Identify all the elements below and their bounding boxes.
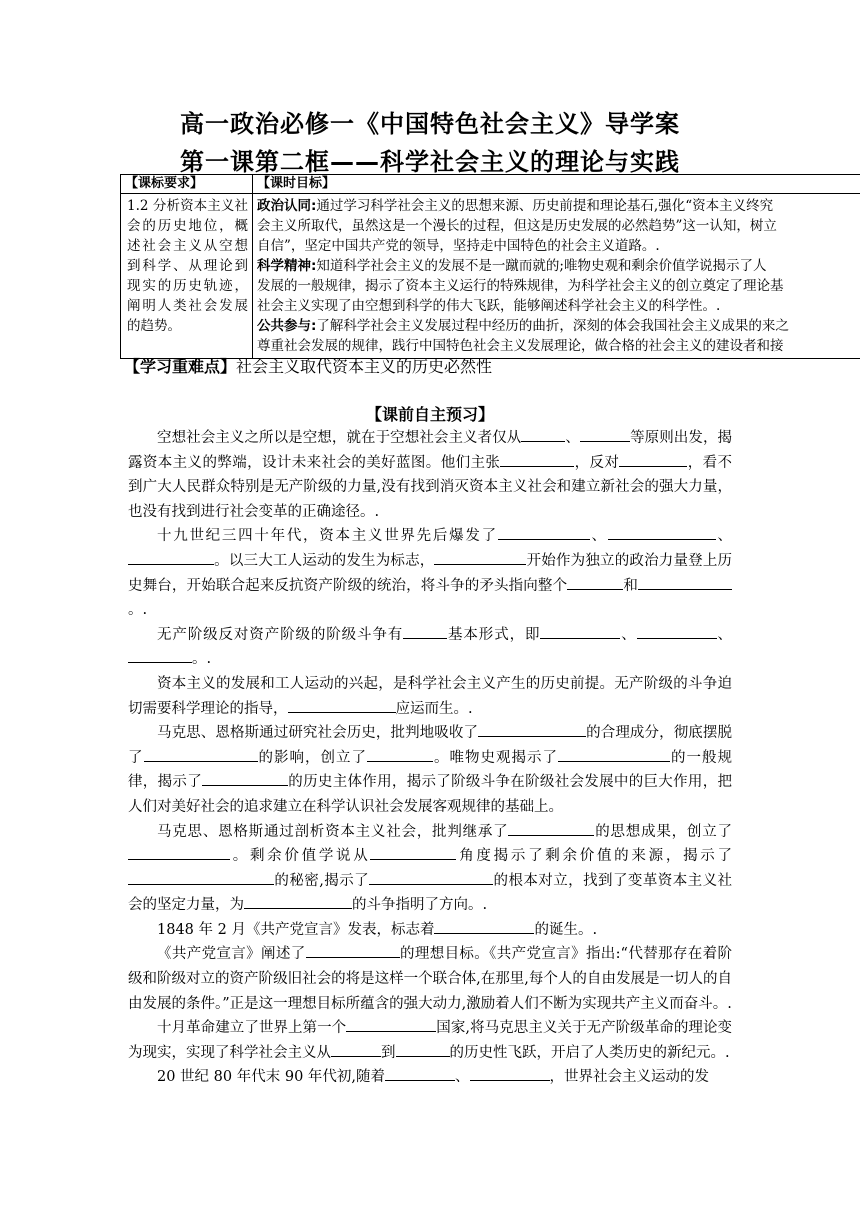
- paragraph-text: 1848 年 2 月《共产党宣言》发表，标志着: [157, 921, 435, 938]
- paragraph-text: 20 世纪 80 年代末 90 年代初,随着: [157, 1069, 386, 1086]
- fill-blank[interactable]: [346, 1017, 436, 1032]
- keypoint-text: 社会主义取代资本主义的历史必然性: [236, 357, 493, 376]
- table-header-standard: 【课标要求】: [121, 175, 253, 194]
- paragraph-text: 国家,将马克思主义关于无产阶级革命的理论变为现实，实现了科学社会主义从: [128, 1020, 733, 1061]
- paragraph-text: 《共产党宣言》阐述了: [157, 946, 306, 963]
- paragraph: [128, 426, 732, 524]
- paragraph-text: ，世界社会主义运动的发: [549, 1069, 710, 1086]
- fill-blank[interactable]: [370, 845, 456, 860]
- paragraph-text: 十月革命建立了世界上第一个: [157, 1020, 347, 1037]
- fill-blank[interactable]: [434, 550, 526, 565]
- fill-blank[interactable]: [385, 1066, 455, 1081]
- paragraph: [128, 672, 732, 721]
- paragraph-text: 马克思、恩格斯通过剖析资本主义社会，批判继承了: [157, 823, 509, 840]
- paragraph-text: 的历史性飞跃，开启了人类历史的新纪元。.: [449, 1044, 730, 1061]
- goal-label: 公共参与:: [257, 318, 317, 334]
- paragraph-text: 空想社会主义之所以是空想，就在于空想社会主义者仅从: [157, 430, 522, 446]
- paragraph-text: 的历史主体作用，揭示了阶级斗争在阶级社会发展中的巨大作用，把人们对美好社会的追求建立在科学认识社会发展客观规律的基础上。: [128, 774, 732, 815]
- goal-line: 会主义所取代，虽然这是一个漫长的过程，但这是历史发展的必然趋势”这一认知，树立: [257, 218, 777, 234]
- fill-blank[interactable]: [558, 747, 670, 762]
- goal-text: 知道科学社会主义的发展不是一蹴而就的;唯物史观和剩余价值学说揭示了人: [316, 258, 767, 274]
- paragraph-text: 、: [715, 528, 733, 545]
- paragraph-text: 到: [381, 1044, 396, 1061]
- paragraph: [128, 623, 732, 672]
- fill-blank[interactable]: [500, 452, 574, 467]
- paragraph: [128, 918, 732, 943]
- keypoint-label: 【学习重难点】: [124, 357, 237, 376]
- paragraph-text: 、: [589, 528, 608, 545]
- fill-blank[interactable]: [396, 1042, 450, 1057]
- fill-blank[interactable]: [619, 452, 687, 467]
- fill-blank[interactable]: [306, 943, 400, 958]
- fill-blank[interactable]: [288, 698, 396, 713]
- paragraph-text: 基本形式，即: [447, 626, 541, 643]
- key-difficult-points: [124, 354, 492, 377]
- fill-blank[interactable]: [567, 575, 623, 590]
- fill-blank[interactable]: [478, 722, 586, 737]
- goal-line: [257, 196, 860, 216]
- paragraph-text: 应运而生。.: [395, 700, 473, 717]
- fill-blank[interactable]: [144, 747, 258, 762]
- fill-blank[interactable]: [331, 1042, 381, 1057]
- paragraph: [128, 1065, 732, 1090]
- fill-blank[interactable]: [128, 845, 230, 860]
- paragraph-text: 、: [455, 1069, 470, 1086]
- paragraph-text: 。以三大工人运动的发生为标志，: [214, 552, 435, 569]
- preview-body: [128, 426, 732, 1090]
- goal-text: 了解科学社会主义发展过程中经历的曲折，深刻的体会我国社会主义成果的来之: [316, 318, 789, 334]
- paragraph-text: 和: [623, 577, 638, 594]
- paragraph-text: 。.: [128, 602, 148, 619]
- curriculum-standard-text: 1.2 分析资本主义社会的历史地位，概述社会主义从空想到科学、从理论到现实的历史轨迹，阐明人类社会发展的趋势。: [121, 194, 253, 359]
- section-title: 【课前自主预习】: [365, 405, 494, 424]
- paragraph: [128, 721, 732, 819]
- page-subtitle: 第一课第二框——科学社会主义的理论与实践: [180, 148, 680, 176]
- paragraph-text: ，看不到广大人民群众特别是无产阶级的力量,没有找到消灭资本主义社会和建立新社会的强大力量，也没有找到进行社会变革的正确途径。.: [128, 454, 732, 520]
- paragraph-text: 、: [620, 626, 637, 643]
- fill-blank[interactable]: [403, 624, 447, 639]
- fill-blank[interactable]: [128, 870, 274, 885]
- fill-blank[interactable]: [508, 821, 594, 836]
- fill-blank[interactable]: [521, 427, 565, 442]
- paragraph-text: 十九世纪三四十年代，资本主义世界先后爆发了: [157, 528, 498, 545]
- goals-cell: [253, 194, 860, 359]
- paragraph-text: 。.: [192, 651, 212, 668]
- paragraph-text: 的秘密,揭示了: [274, 872, 370, 889]
- goal-line: 尊重社会发展的规律，践行中国特色社会主义发展理论，做合格的社会主义的建设者和接: [257, 338, 784, 354]
- fill-blank[interactable]: [367, 747, 433, 762]
- paragraph-text: 的诞生。.: [534, 921, 598, 938]
- goal-line: 社会主义实现了由空想到科学的伟大飞跃，能够阐述科学社会主义的科学性。.: [257, 298, 721, 314]
- fill-blank[interactable]: [202, 771, 288, 786]
- page-title: 高一政治必修一《中国特色社会主义》导学案: [180, 110, 680, 138]
- fill-blank[interactable]: [637, 624, 717, 639]
- paragraph-text: 的根本对立，找到了变革资本主义社会的坚定力量，为: [128, 872, 733, 914]
- goal-line: 自信”，坚定中国共产党的领导，坚持走中国特色的社会主义道路。.: [257, 238, 660, 254]
- paragraph-text: 的影响，创立了: [257, 749, 367, 766]
- paragraph-text: 的合理成分，彻底摆脱了: [128, 725, 732, 766]
- fill-blank[interactable]: [540, 624, 620, 639]
- fill-blank[interactable]: [128, 648, 192, 663]
- goal-text: 通过学习科学社会主义的思想来源、历史前提和理论基石,强化“资本主义终究: [316, 198, 774, 214]
- fill-blank[interactable]: [244, 894, 352, 909]
- paragraph-text: 的一般规律，揭示了: [128, 749, 732, 791]
- paragraph-text: 的思想成果，创立了: [594, 823, 732, 840]
- paragraph-text: 等原则出发，揭露资本主义的弊端，设计未来社会的美好蓝图。他们主张: [128, 430, 733, 471]
- paragraph-text: 资本主义的发展和工人运动的兴起，是科学社会主义产生的历史前提。无产阶级的斗争迫切需要科学理论的指导，: [128, 675, 732, 717]
- paragraph-text: 马克思、恩格斯通过研究社会历史，批判地吸收了: [157, 725, 479, 742]
- fill-blank[interactable]: [498, 525, 590, 540]
- fill-blank[interactable]: [608, 525, 716, 540]
- fill-blank[interactable]: [434, 919, 534, 934]
- table-header-goals: 【课时目标】: [253, 175, 860, 194]
- paragraph: [128, 1016, 732, 1065]
- paragraph-text: 的理想目标。《共产党宣言》指出:“代替那存在着阶级和阶级对立的资产阶级旧社会的将是这样一个联合体,在那里,每个人的自由发展是一切人的自由发展的条件。”正是这一理想目标所蕴含的强大动力,激励着人们不断为实现共产主义而奋斗。.: [128, 946, 733, 1012]
- paragraph-text: 。唯物史观揭示了: [433, 749, 558, 766]
- goal-label: 科学精神:: [257, 258, 317, 274]
- paragraph: [128, 524, 732, 622]
- fill-blank[interactable]: [369, 870, 493, 885]
- paragraph-text: 、: [716, 626, 733, 643]
- goal-line: [257, 256, 860, 276]
- paragraph-text: 。剩余价值学说从: [230, 848, 371, 865]
- fill-blank[interactable]: [638, 575, 732, 590]
- objectives-table: [120, 174, 860, 359]
- goal-line: [257, 316, 860, 336]
- fill-blank[interactable]: [580, 427, 630, 442]
- fill-blank[interactable]: [470, 1066, 550, 1081]
- goal-line: 发展的一般规律，揭示了资本主义运行的特殊规律，为科学社会主义的创立奠定了理论基: [257, 278, 784, 294]
- paragraph-text: 的斗争指明了方向。.: [352, 897, 488, 914]
- paragraph-text: 开始作为独立的政治力量登上历史舞台，开始联合起来反抗资产阶级的统治，将斗争的矛头指向整个: [128, 552, 733, 594]
- paragraph-text: ，反对: [574, 454, 620, 471]
- paragraph: [128, 820, 732, 918]
- paragraph-text: 角度揭示了剩余价值的来源，揭示了: [456, 848, 733, 865]
- fill-blank[interactable]: [128, 550, 214, 565]
- paragraph-text: 无产阶级反对资产阶级的阶级斗争有: [157, 626, 404, 643]
- paragraph-text: 、: [565, 430, 580, 446]
- goal-label: 政治认同:: [257, 198, 317, 214]
- paragraph: [128, 942, 732, 1016]
